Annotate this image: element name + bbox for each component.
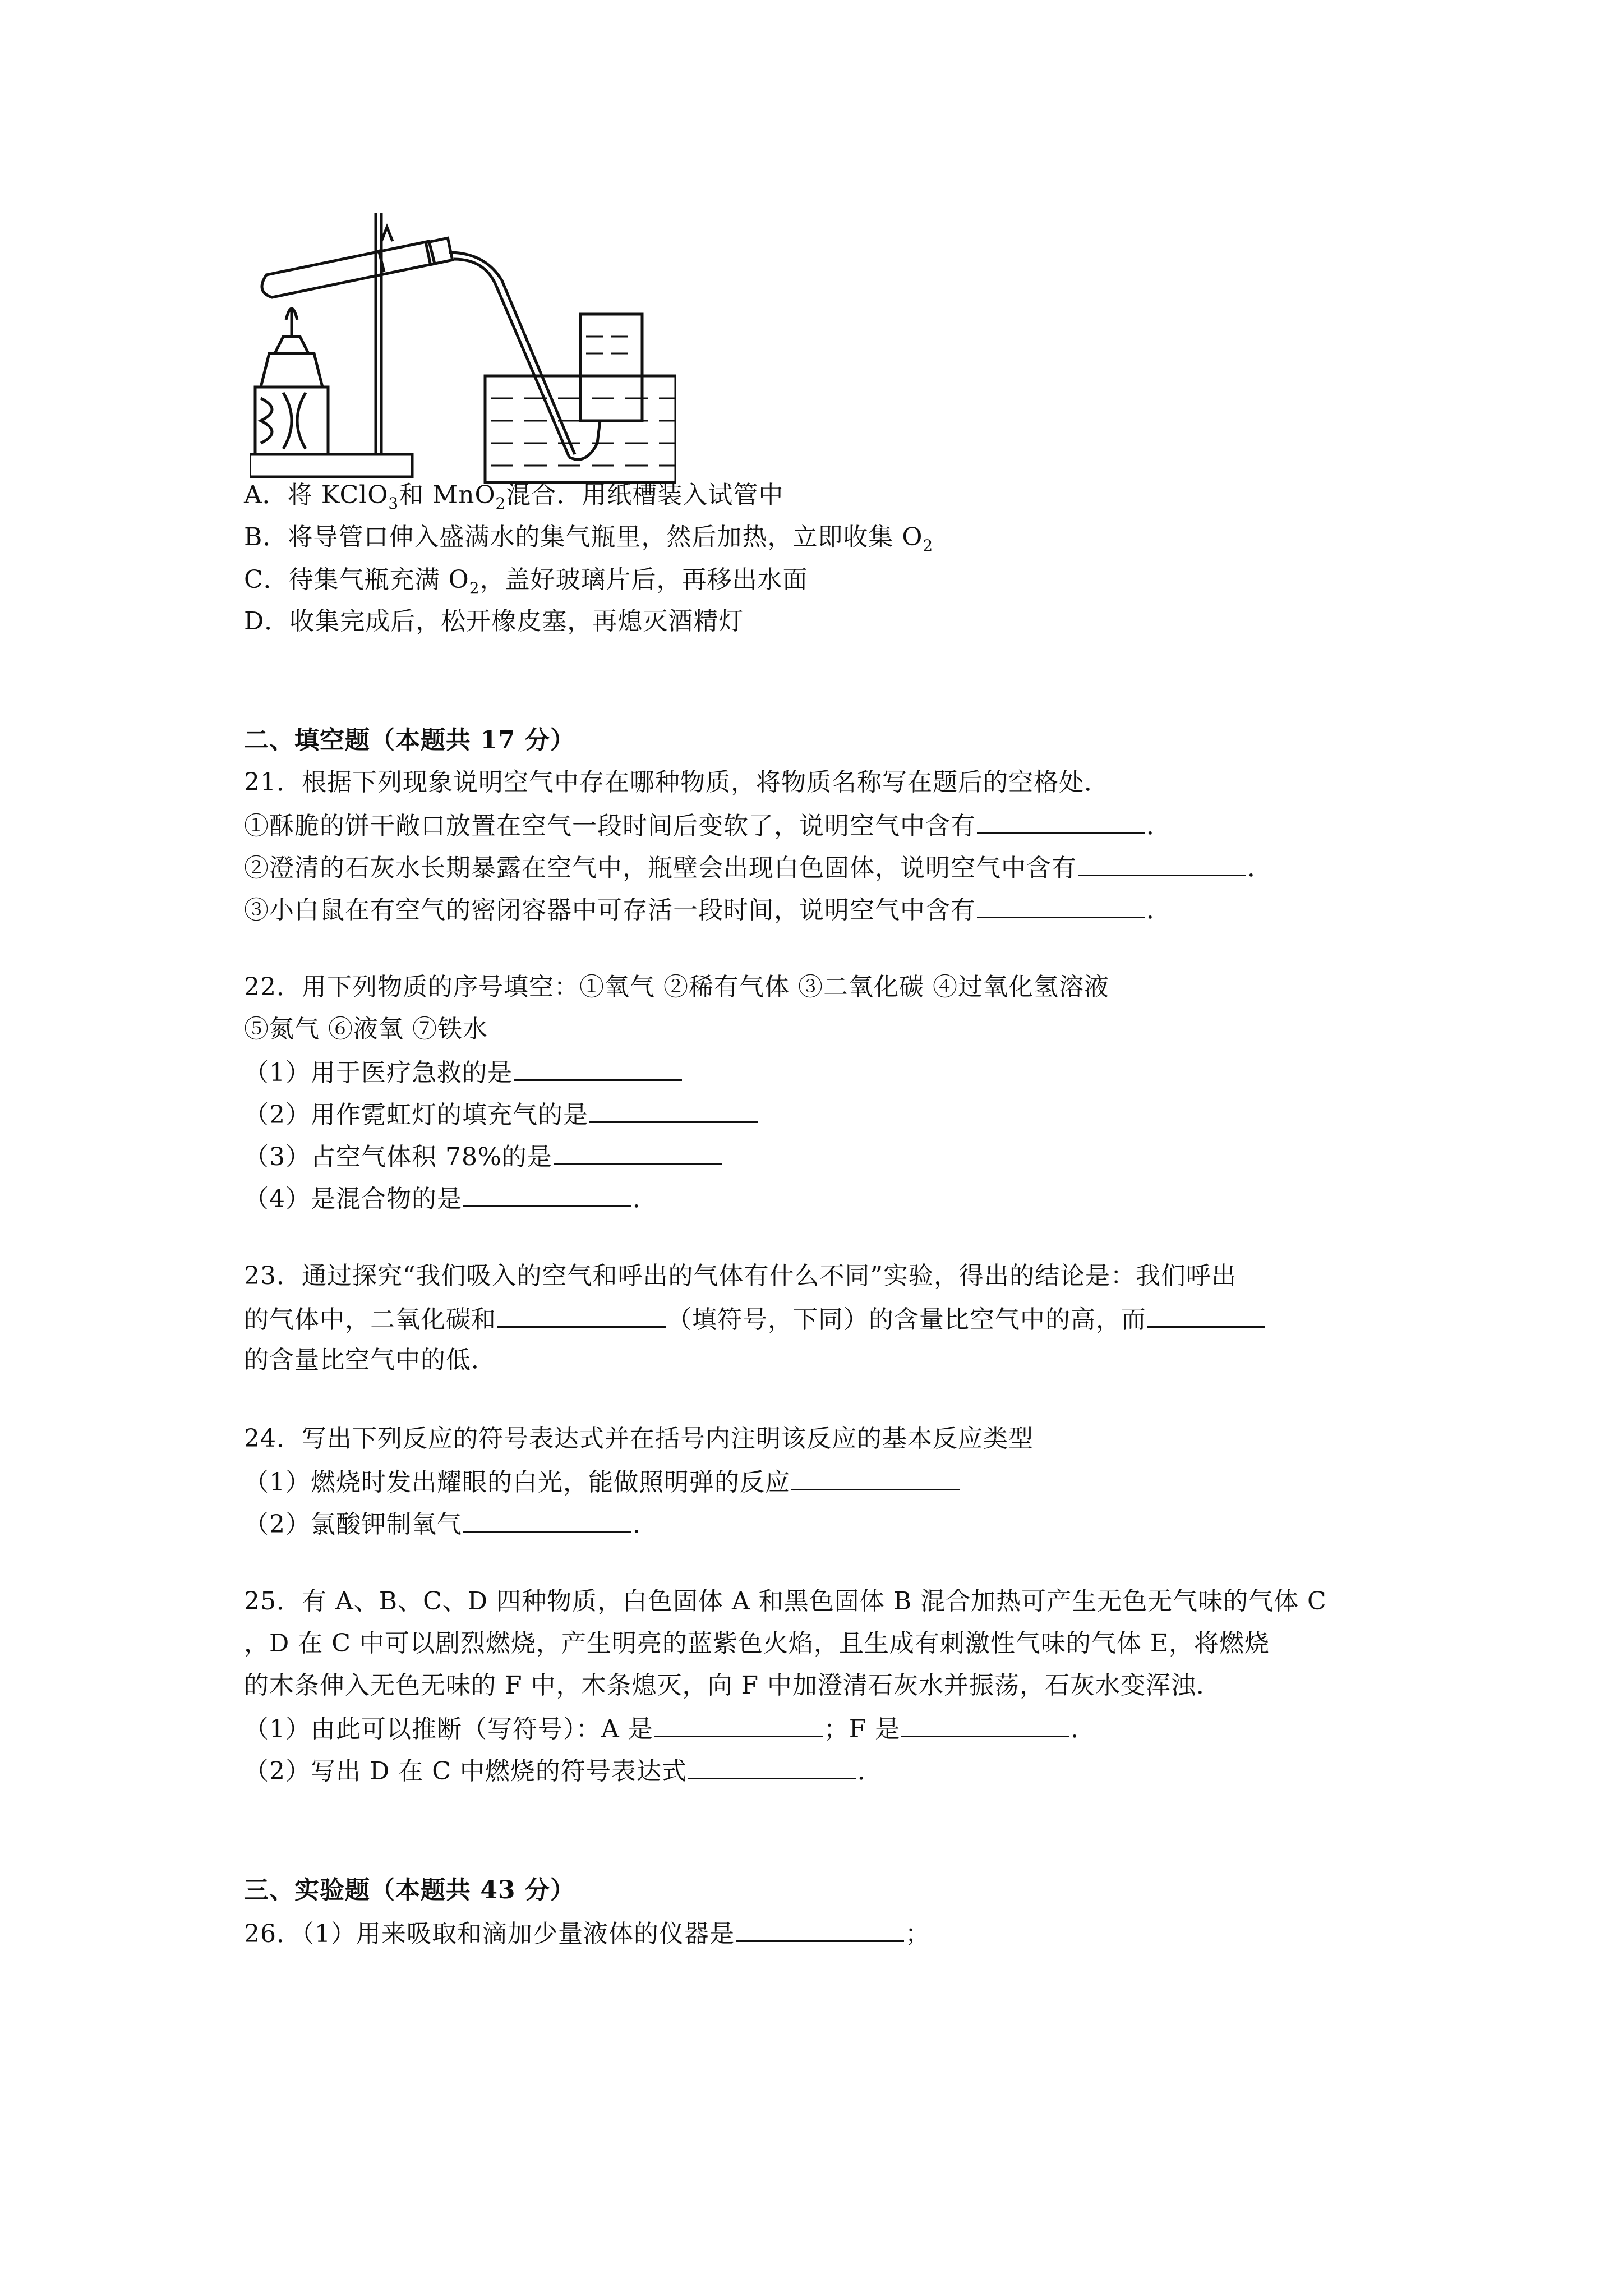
- gas-collecting-jar: [580, 314, 642, 421]
- q20-option-c: C．待集气瓶充满 $O_2$，盖好玻璃片后，再移出水面: [244, 565, 808, 597]
- q21-item-3: ③小白鼠在有空气的密闭容器中可存活一段时间，说明空气中含有 ．: [244, 892, 1172, 927]
- q20-option-a: A．将 KClO$_3$和 MnO$_2$混合．用纸槽装入试管中: [244, 481, 784, 513]
- q24-stem: 24．写出下列反应的符号表达式并在括号内注明该反应的基本反应类型: [244, 1424, 1034, 1453]
- q25-line-2: ，D 在 C 中可以剧烈燃烧，产生明亮的蓝紫色火焰，且生成有刺激性气味的气体 E，将燃烧: [244, 1629, 1270, 1658]
- q22-part-1: （1）用于医疗急救的是: [244, 1055, 683, 1090]
- q25-line-3: 的木条伸入无色无味的 F 中，木条熄灭，向 F 中加澄清石灰水并振荡，石灰水变浑浊．: [244, 1671, 1222, 1700]
- q22-stem-2: ⑤氮气 ⑥液氧 ⑦铁水: [244, 1015, 488, 1043]
- alcohol-lamp: [261, 353, 322, 387]
- q22-part-3: （3）占空气体积 78%的是: [244, 1139, 723, 1174]
- test-tube: [262, 241, 435, 297]
- answer-blank[interactable]: [1147, 1301, 1265, 1328]
- answer-blank[interactable]: [463, 1181, 631, 1207]
- q24-part-1: （1）燃烧时发出耀眼的白光，能做照明弹的反应: [244, 1464, 961, 1499]
- rubber-stopper: [426, 238, 452, 264]
- clamp: [381, 227, 393, 241]
- answer-blank[interactable]: [514, 1055, 682, 1081]
- q25-line-1: 25．有 A、B、C、D 四种物质，白色固体 A 和黑色固体 B 混合加热可产生无色无气味的气体 C: [244, 1587, 1327, 1616]
- q21-item-1: ①酥脆的饼干敞口放置在空气一段时间后变软了，说明空气中含有 ．: [244, 808, 1172, 843]
- q25-part-2: （2）写出 D 在 C 中燃烧的符号表达式 ．: [244, 1753, 883, 1788]
- answer-blank[interactable]: [688, 1753, 856, 1779]
- answer-blank[interactable]: [654, 1711, 823, 1737]
- answer-blank[interactable]: [589, 1097, 758, 1123]
- answer-blank[interactable]: [901, 1711, 1069, 1737]
- q20-option-b: B．将导管口伸入盛满水的集气瓶里，然后加热，立即收集 $O_2$: [244, 523, 934, 555]
- q24-part-2: （2）氯酸钾制氧气 ．: [244, 1506, 658, 1542]
- q21-stem: 21．根据下列现象说明空气中存在哪种物质，将物质名称写在题后的空格处．: [244, 768, 1109, 797]
- q23-line-3: 的含量比空气中的低．: [244, 1346, 496, 1374]
- q20-option-d: D．收集完成后，松开橡皮塞，再熄灭酒精灯: [244, 607, 744, 636]
- section3-heading: 三、实验题（本题共 43 分）: [244, 1876, 575, 1904]
- answer-blank[interactable]: [497, 1301, 666, 1328]
- q21-item-2: ②澄清的石灰水长期暴露在空气中，瓶壁会出现白色固体，说明空气中含有 ．: [244, 850, 1272, 885]
- answer-blank[interactable]: [1078, 850, 1246, 876]
- stand-base: [250, 454, 412, 477]
- q22-stem: 22．用下列物质的序号填空：①氧气 ②稀有气体 ③二氧化碳 ④过氧化氢溶液: [244, 973, 1109, 1001]
- q23-line-1: 23．通过探究“我们吸入的空气和呼出的气体有什么不同”实验，得出的结论是：我们呼出: [244, 1262, 1237, 1290]
- answer-blank[interactable]: [977, 892, 1145, 918]
- q22-part-4: （4）是混合物的是 ．: [244, 1181, 658, 1216]
- answer-blank[interactable]: [554, 1139, 722, 1165]
- answer-blank[interactable]: [977, 808, 1145, 834]
- q26-part-1: 26．（1）用来吸取和滴加少量液体的仪器是 ；: [244, 1916, 930, 1951]
- answer-blank[interactable]: [463, 1506, 631, 1533]
- section2-heading: 二、填空题（本题共 17 分）: [244, 726, 575, 754]
- answer-blank[interactable]: [791, 1464, 960, 1490]
- oxygen-apparatus-figure: [250, 208, 676, 488]
- q23-line-2: 的气体中，二氧化碳和 （填符号，下同）的含量比空气中的高，而: [244, 1301, 1266, 1337]
- q22-part-2: （2）用作霓虹灯的填充气的是: [244, 1097, 759, 1132]
- answer-blank[interactable]: [736, 1916, 904, 1942]
- q25-part-1: （1）由此可以推断（写符号）：A 是 ；F 是 ．: [244, 1711, 1096, 1746]
